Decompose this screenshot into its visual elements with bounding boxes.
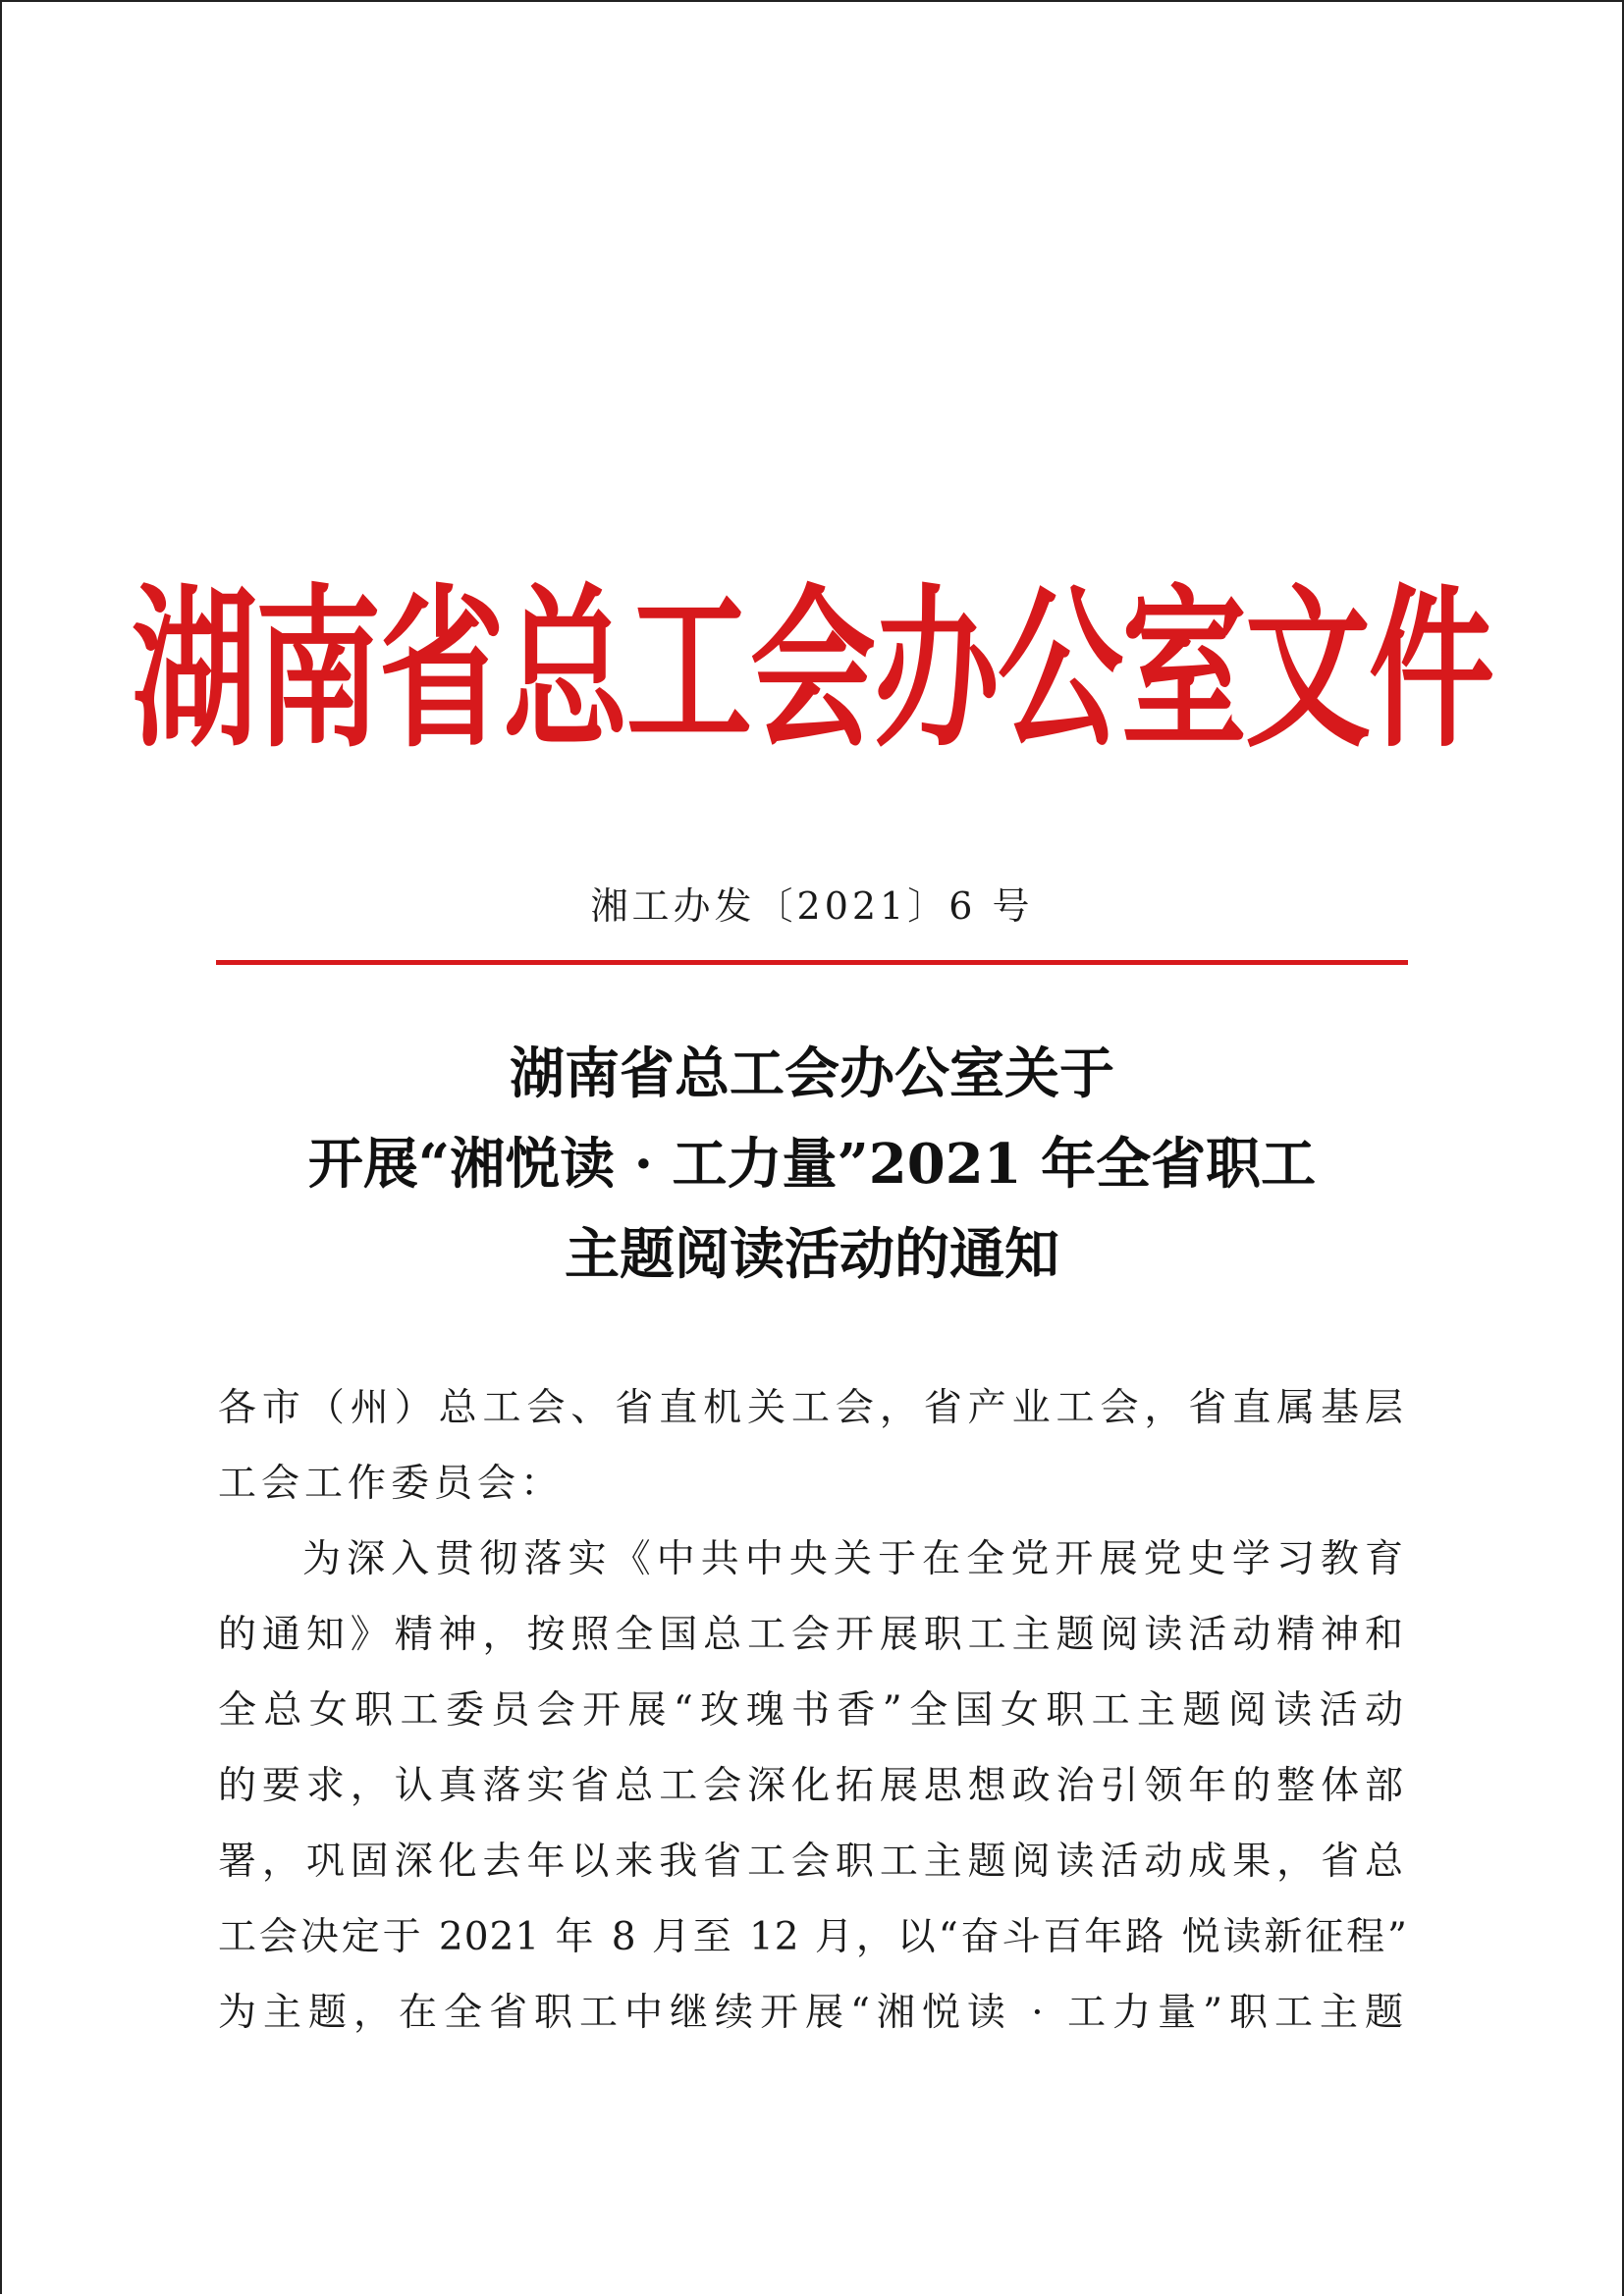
addressee-line: 各市（州）总工会、省直机关工会，省产业工会，省直属基层 xyxy=(218,1386,1408,1430)
body-paragraph xyxy=(218,1522,1408,2051)
title-line: 湖南省总工会办公室关于 xyxy=(510,1041,1114,1106)
addressee-line: 工会工作委员会： xyxy=(218,1462,565,1506)
paragraph-line: 的要求，认真落实省总工会深化拓展思想政治引领年的整体部 xyxy=(218,1764,1408,1808)
paragraph-line: 全总女职工委员会开展“玫瑰书香”全国女职工主题阅读活动 xyxy=(218,1688,1408,1733)
document-body xyxy=(218,1370,1408,2051)
paragraph-line: 为主题，在全省职工中继续开展“湘悦读 · 工力量”职工主题 xyxy=(218,1991,1408,2035)
masthead-title: 湖南省总工会办公室文件 xyxy=(131,569,1492,773)
addressee xyxy=(218,1370,1408,1522)
document-title xyxy=(0,1029,1624,1300)
red-divider-line xyxy=(216,960,1408,965)
document-number: 湘工办发〔2021〕6 号 xyxy=(590,884,1034,928)
paragraph-line: 的通知》精神，按照全国总工会开展职工主题阅读活动精神和 xyxy=(218,1613,1408,1657)
title-line: 开展“湘悦读 · 工力量”2021 年全省职工 xyxy=(307,1132,1317,1197)
paragraph-line: 为深入贯彻落实《中共中央关于在全党开展党史学习教育 xyxy=(302,1537,1408,1581)
title-line: 主题阅读活动的通知 xyxy=(565,1222,1059,1287)
paragraph-line: 工会决定于 2021 年 8 月至 12 月，以“奋斗百年路 悦读新征程” xyxy=(218,1915,1408,1959)
paragraph-line: 署，巩固深化去年以来我省工会职工主题阅读活动成果，省总 xyxy=(218,1840,1408,1884)
